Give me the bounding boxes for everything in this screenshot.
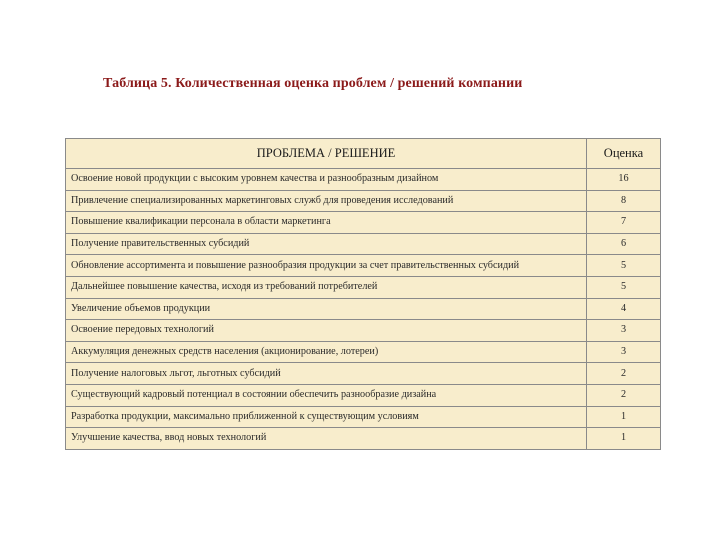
table-row xyxy=(66,406,661,428)
score-cell: 7 xyxy=(587,212,661,234)
table-row xyxy=(66,276,661,298)
problem-cell: Получение налоговых льгот, льготных субсидий xyxy=(66,363,587,385)
score-cell: 16 xyxy=(587,169,661,191)
problem-cell: Повышение квалификации персонала в области маркетинга xyxy=(66,212,587,234)
problems-table xyxy=(65,138,661,450)
problem-cell: Получение правительственных субсидий xyxy=(66,233,587,255)
score-cell: 3 xyxy=(587,320,661,342)
table-row xyxy=(66,363,661,385)
problem-cell: Увеличение объемов продукции xyxy=(66,298,587,320)
problem-cell: Аккумуляция денежных средств населения (акционирование, лотереи) xyxy=(66,341,587,363)
problem-cell: Дальнейшее повышение качества, исходя из требований потребителей xyxy=(66,276,587,298)
problem-cell: Существующий кадровый потенциал в состоянии обеспечить разнообразие дизайна xyxy=(66,384,587,406)
problem-cell: Освоение передовых технологий xyxy=(66,320,587,342)
score-cell: 5 xyxy=(587,276,661,298)
table-row xyxy=(66,341,661,363)
table-row xyxy=(66,233,661,255)
problem-cell: Обновление ассортимента и повышение разнообразия продукции за счет правительственных субсидий xyxy=(66,255,587,277)
score-cell: 6 xyxy=(587,233,661,255)
problem-cell: Привлечение специализированных маркетинговых служб для проведения исследований xyxy=(66,190,587,212)
score-cell: 8 xyxy=(587,190,661,212)
score-cell: 3 xyxy=(587,341,661,363)
table-row xyxy=(66,190,661,212)
table-row xyxy=(66,169,661,191)
table-row xyxy=(66,384,661,406)
score-cell: 2 xyxy=(587,363,661,385)
problem-cell: Освоение новой продукции с высоким уровнем качества и разнообразным дизайном xyxy=(66,169,587,191)
table-header-row xyxy=(66,139,661,169)
header-problem: ПРОБЛЕМА / РЕШЕНИЕ xyxy=(66,139,587,169)
table-row xyxy=(66,428,661,450)
table-row xyxy=(66,255,661,277)
table-row xyxy=(66,212,661,234)
table-title: Таблица 5. Количественная оценка проблем / решений компании xyxy=(103,76,523,91)
score-cell: 5 xyxy=(587,255,661,277)
score-cell: 1 xyxy=(587,428,661,450)
header-score: Оценка xyxy=(587,139,661,169)
problem-cell: Разработка продукции, максимально приближенной к существующим условиям xyxy=(66,406,587,428)
score-cell: 4 xyxy=(587,298,661,320)
table-row xyxy=(66,320,661,342)
problem-cell: Улучшение качества, ввод новых технологий xyxy=(66,428,587,450)
score-cell: 2 xyxy=(587,384,661,406)
score-cell: 1 xyxy=(587,406,661,428)
table-row xyxy=(66,298,661,320)
